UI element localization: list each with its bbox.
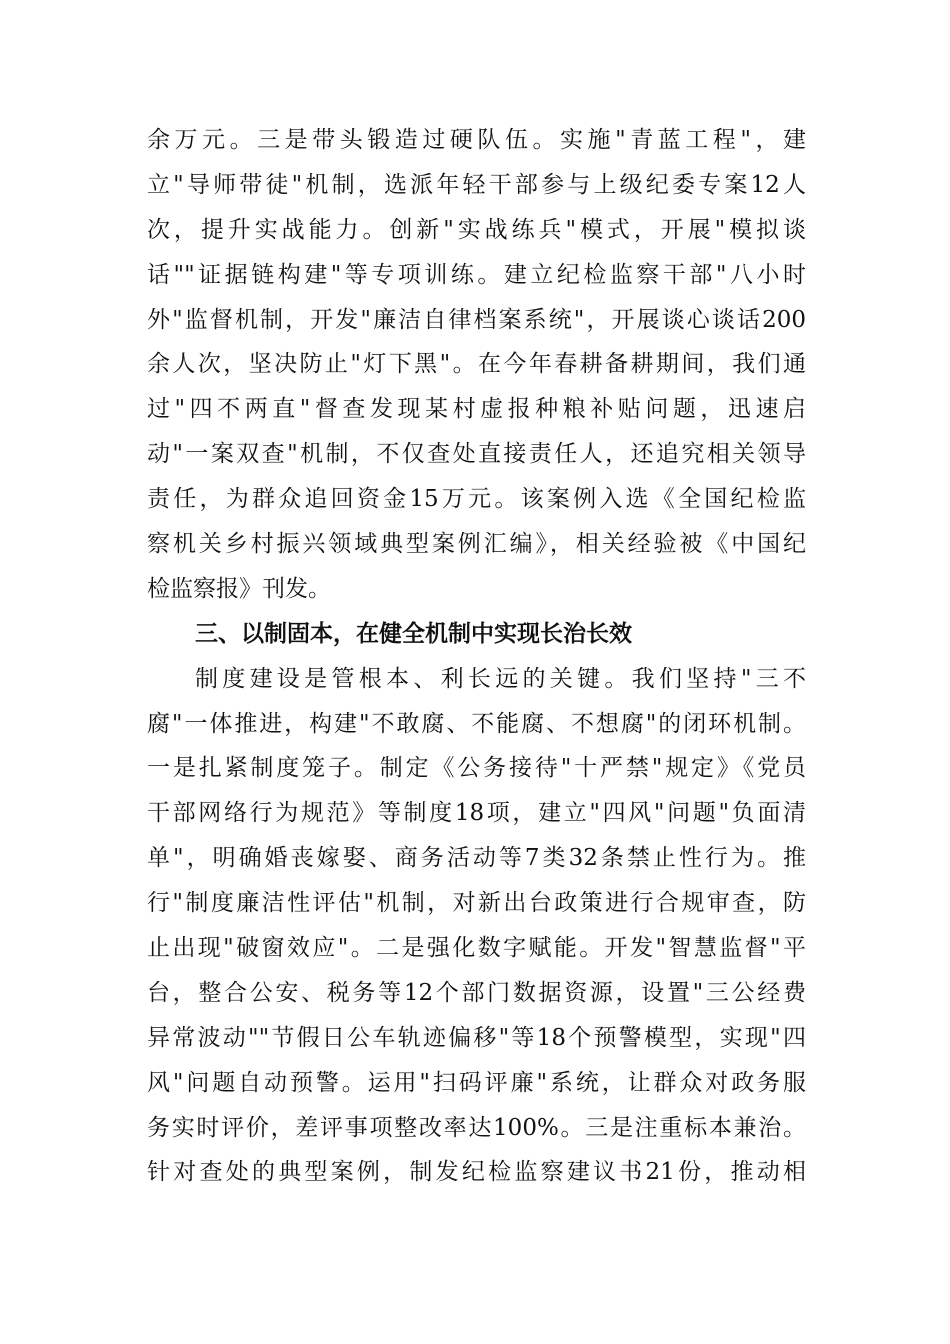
text-line: 干部网络行为规范》等制度18项，建立"四风"问题"负面清 <box>147 800 806 827</box>
text-line: 腐"一体推进，构建"不敢腐、不能腐、不想腐"的闭环机制。 <box>147 710 806 737</box>
text-line: 余人次，坚决防止"灯下黑"。在今年春耕备耕期间，我们通 <box>147 351 806 378</box>
text-line: 次，提升实战能力。创新"实战练兵"模式，开展"模拟谈 <box>147 216 806 243</box>
text-line: 制度建设是管根本、利长远的关键。我们坚持"三不 <box>195 665 806 692</box>
text-line: 话""证据链构建"等专项训练。建立纪检监察干部"八小时 <box>147 261 806 288</box>
text-line: 察机关乡村振兴领域典型案例汇编》，相关经验被《中国纪 <box>147 531 806 558</box>
text-line: 过"四不两直"督查发现某村虚报种粮补贴问题，迅速启 <box>147 396 806 423</box>
text-line: 责任，为群众追回资金15万元。该案例入选《全国纪检监 <box>147 486 806 513</box>
text-line: 立"导师带徒"机制，选派年轻干部参与上级纪委专案12人 <box>147 171 806 198</box>
text-line: 风"问题自动预警。运用"扫码评廉"系统，让群众对政务服 <box>147 1069 806 1096</box>
text-line: 余万元。三是带头锻造过硬队伍。实施"青蓝工程"，建 <box>147 127 806 153</box>
text-line: 止出现"破窗效应"。二是强化数字赋能。开发"智慧监督"平 <box>147 935 806 962</box>
text-line: 动"一案双查"机制，不仅查处直接责任人，还追究相关领导 <box>147 441 806 468</box>
text-line: 针对查处的典型案例，制发纪检监察建议书21份，推动相 <box>147 1159 806 1186</box>
text-line: 检监察报》刊发。 <box>147 575 331 602</box>
paragraph <box>147 118 806 612</box>
document-page <box>147 118 806 1195</box>
text-line: 务实时评价，差评事项整改率达100%。三是注重标本兼治。 <box>147 1114 806 1141</box>
text-line: 台，整合公安、税务等12个部门数据资源，设置"三公经费 <box>147 979 806 1006</box>
text-line: 异常波动""节假日公车轨迹偏移"等18个预警模型，实现"四 <box>147 1024 806 1051</box>
text-line: 单"，明确婚丧嫁娶、商务活动等7类32条禁止性行为。推 <box>147 845 806 872</box>
text-line: 一是扎紧制度笼子。制定《公务接待"十严禁"规定》《党员 <box>147 755 806 782</box>
text-line: 行"制度廉洁性评估"机制，对新出台政策进行合规审查，防 <box>147 890 806 917</box>
text-line: 外"监督机制，开发"廉洁自律档案系统"，开展谈心谈话200 <box>147 306 806 333</box>
section-heading: 三、以制固本，在健全机制中实现长治长效 <box>195 620 632 647</box>
paragraph <box>147 657 806 1196</box>
